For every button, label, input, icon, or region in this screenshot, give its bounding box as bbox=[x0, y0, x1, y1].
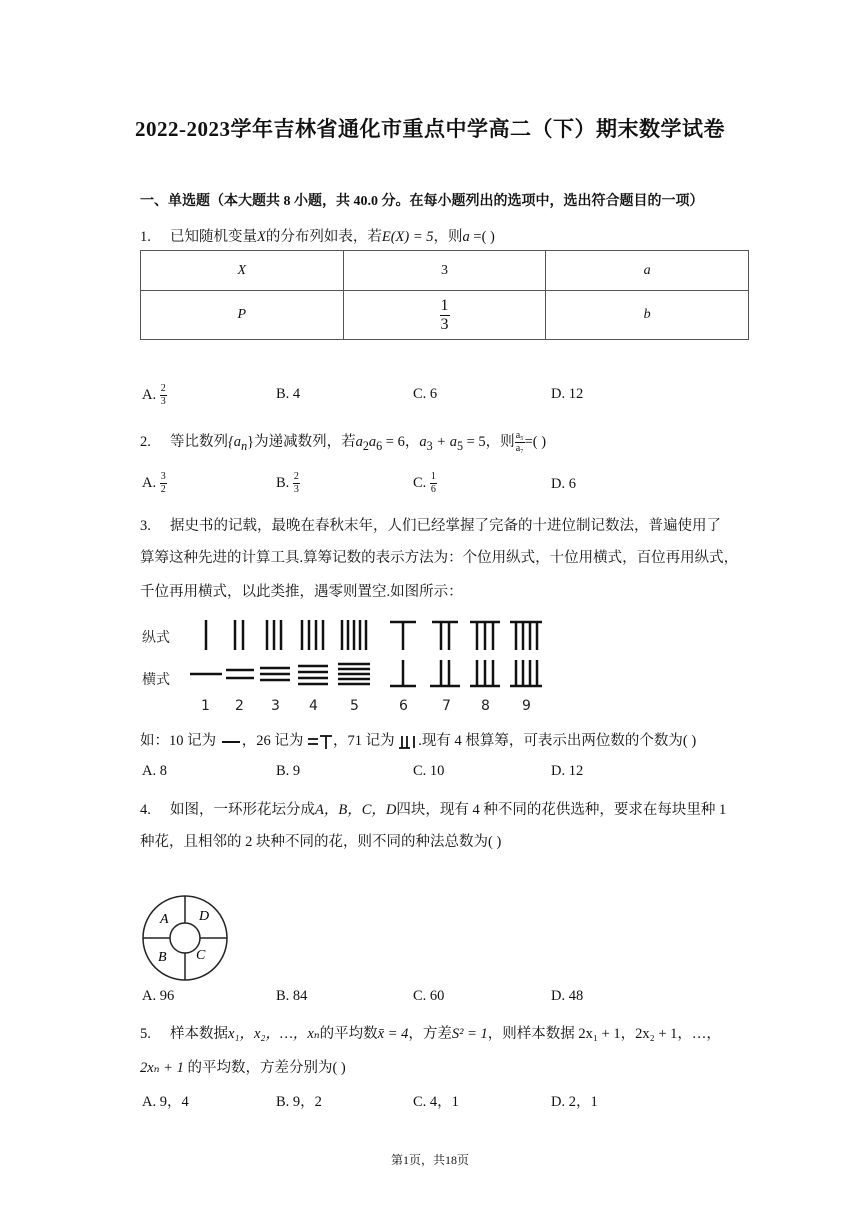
svg-text:4: 4 bbox=[309, 698, 318, 714]
vertical-rods bbox=[206, 620, 542, 650]
svg-text:9: 9 bbox=[522, 698, 531, 714]
q4-option-d[interactable]: D. 48 bbox=[551, 988, 584, 1004]
q3-option-c[interactable]: C. 10 bbox=[413, 763, 445, 779]
q5-option-a[interactable]: A. 9，4 bbox=[142, 1094, 189, 1110]
q5-option-d[interactable]: D. 2，1 bbox=[551, 1094, 598, 1110]
q4-option-c[interactable]: C. 60 bbox=[413, 988, 445, 1004]
question-number: 1. bbox=[140, 229, 151, 245]
section-heading: 一、单选题（本大题共 8 小题，共 40.0 分。在每小题列出的选项中，选出符合题目的一项） bbox=[140, 194, 704, 209]
horizontal-label: 横式 bbox=[142, 672, 170, 688]
svg-text:5: 5 bbox=[350, 698, 359, 714]
question-4-line-1: 4. 如图，一环形花坛分成A，B，C，D四块，现有 4 种不同的花供选种，要求在每块里种 1 bbox=[140, 802, 727, 818]
page-footer: 第1页，共18页 bbox=[390, 1153, 469, 1167]
q3-option-d[interactable]: D. 12 bbox=[551, 763, 584, 779]
question-3-line-3: 千位再用横式，以此类推，遇零则置空.如图所示： bbox=[140, 584, 463, 600]
question-5-line-2: 2xₙ + 1 的平均数，方差分别为( ) bbox=[140, 1060, 346, 1076]
fraction: $\frac{1}{3}$ bbox=[440, 296, 449, 333]
q3-option-a[interactable]: A. 8 bbox=[142, 763, 167, 779]
page-title: 2022-2023学年吉林省通化市重点中学高二（下）期末数学试卷 bbox=[135, 117, 725, 141]
svg-text:2: 2 bbox=[235, 698, 244, 714]
question-3-line-2: 算筹这种先进的计算工具.算筹记数的表示方法为：个位用纵式，十位用横式，百位再用纵式， bbox=[140, 550, 739, 566]
table-row: P $\frac{1}{3}$ b bbox=[141, 291, 749, 340]
q2-option-d[interactable]: D. 6 bbox=[551, 476, 576, 492]
fraction: $\frac{\text{a₅}}{\text{a₇}}$ bbox=[515, 430, 524, 455]
q2-option-c[interactable]: C. $\frac{1}{6}$ bbox=[413, 471, 436, 495]
region-d-label: D bbox=[199, 909, 210, 924]
table-row: X 3 a bbox=[141, 251, 749, 291]
q5-option-b[interactable]: B. 9，2 bbox=[276, 1094, 322, 1110]
counting-rods-figure bbox=[140, 612, 550, 716]
distribution-table bbox=[140, 250, 749, 340]
q3-option-b[interactable]: B. 9 bbox=[276, 763, 301, 779]
rod-10-glyph bbox=[220, 736, 242, 748]
q1-option-d[interactable]: D. 12 bbox=[551, 386, 584, 402]
question-3-example: 如：10 记为 ，26 记为 ，71 记为 .现有 4 根算筹，可表示出两位数的个数为( ) bbox=[140, 733, 697, 749]
q4-option-a[interactable]: A. 96 bbox=[142, 988, 175, 1004]
q2-option-a[interactable]: A. $\frac{3}{2}$ bbox=[142, 471, 166, 495]
q4-option-b[interactable]: B. 84 bbox=[276, 988, 308, 1004]
q5-option-c[interactable]: C. 4，1 bbox=[413, 1094, 459, 1110]
rod-26-glyph bbox=[307, 734, 333, 750]
svg-text:8: 8 bbox=[481, 698, 490, 714]
vertical-label: 纵式 bbox=[142, 630, 170, 646]
digit-labels bbox=[201, 698, 531, 714]
question-2: 2. 等比数列$\{a_n\}$为递减数列，若$a_2a_6 = 6$，$a_3 + a_5 = 5$，则 $\frac{\text{a₅}}{\text{a₇}}$ =( ) bbox=[140, 430, 547, 455]
q1-option-a[interactable]: A. $\frac{2}{3}$ bbox=[142, 383, 166, 407]
region-a-label: A bbox=[160, 912, 169, 927]
svg-text:6: 6 bbox=[399, 698, 408, 714]
q1-option-c[interactable]: C. 6 bbox=[413, 386, 438, 402]
svg-text:3: 3 bbox=[271, 698, 280, 714]
question-1: 1. 已知随机变量X的分布列如表，若E(X) = 5，则a =( ) bbox=[140, 229, 495, 245]
flower-bed-figure bbox=[140, 893, 232, 983]
horizontal-rods bbox=[190, 660, 542, 686]
question-3-line-1: 3. 据史书的记载，最晚在春秋末年，人们已经掌握了完备的十进位制记数法，普遍使用了 bbox=[140, 518, 721, 534]
question-5-line-1: 5. 样本数据x₁，x₂，…，xₙ的平均数x̄ = 4，方差S² = 1，则样本数据 2x₁ + 1，2x₂ + 1，…， bbox=[140, 1026, 721, 1042]
region-c-label: C bbox=[196, 948, 206, 963]
svg-text:7: 7 bbox=[442, 698, 451, 714]
region-b-label: B bbox=[158, 950, 167, 965]
svg-text:1: 1 bbox=[201, 698, 210, 714]
q2-option-b[interactable]: B. $\frac{2}{3}$ bbox=[276, 471, 299, 495]
rod-71-glyph bbox=[398, 734, 418, 750]
question-4-line-2: 种花，且相邻的 2 块种不同的花，则不同的种法总数为( ) bbox=[140, 834, 502, 850]
q1-option-b[interactable]: B. 4 bbox=[276, 386, 301, 402]
